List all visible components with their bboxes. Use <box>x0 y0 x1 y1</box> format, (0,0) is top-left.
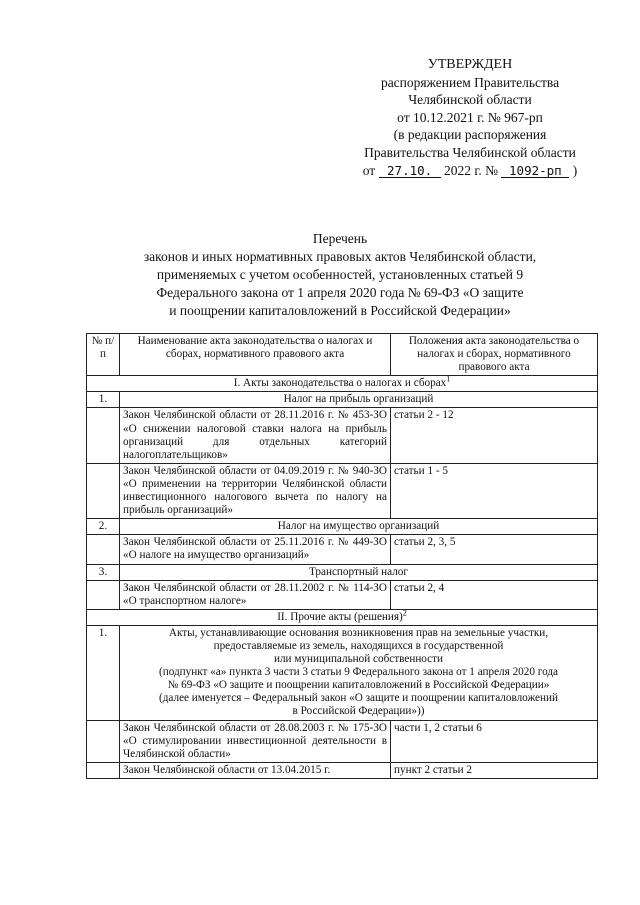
amendment-date: 27.10. <box>379 164 441 178</box>
group-title <box>120 625 598 720</box>
act-name: Закон Челябинской области от 04.09.2019 г. № 940-ЗО «О применении на территории Челябинской области инвестиционного налогового вычета по налогу на прибыль организаций» <box>120 463 391 518</box>
approval-line: Челябинской области <box>408 92 532 108</box>
approval-line: Правительства Челябинской области <box>364 144 576 160</box>
footnote-marker: 2 <box>402 608 407 618</box>
group-title-line: № 69-ФЗ «О защите и поощрении капиталовложений в Российской Федерации» <box>167 679 550 692</box>
table-row <box>87 535 598 564</box>
document-title <box>90 230 590 320</box>
group-title-line: (далее именуется – Федеральный закон «О защите и поощрении капиталовложений <box>159 692 558 705</box>
group-number: 3. <box>87 564 120 580</box>
closing-parenthesis: ) <box>572 162 578 178</box>
amendment-number: 1092-рп <box>501 164 569 178</box>
approval-heading: УТВЕРЖДЕН <box>427 57 513 72</box>
group-number: 1. <box>87 392 120 408</box>
section-title: I. Акты законодательства о налогах и сборах <box>233 377 447 390</box>
group-row <box>87 625 598 720</box>
act-provisions: статьи 2, 3, 5 <box>391 535 598 564</box>
title-line: и поощрении капиталовложений в Российской Федерации» <box>169 303 511 318</box>
group-number: 1. <box>87 625 120 720</box>
approval-amendment-line <box>340 162 600 180</box>
group-title-line: Акты, устанавливающие основания возникновения прав на земельные участки, <box>168 626 549 639</box>
group-title-line: (подпункт «а» пункта 3 части 3 статьи 9 Федерального закона от 1 апреля 2020 года <box>158 666 558 679</box>
section-title: II. Прочие акты (решения) <box>277 610 403 623</box>
group-title: Транспортный налог <box>120 564 598 580</box>
group-title-line: в Российской Федерации»)) <box>292 705 425 718</box>
act-provisions: части 1, 2 статьи 6 <box>391 720 598 762</box>
approval-line: от 10.12.2021 г. № 967-рп <box>397 109 543 125</box>
approval-line: (в редакции распоряжения <box>393 127 547 143</box>
section-row <box>87 609 598 625</box>
group-number: 2. <box>87 519 120 535</box>
act-name: Закон Челябинской области от 25.11.2016 г. № 449-ЗО «О налоге на имущество организаций» <box>120 535 391 564</box>
header-provisions: Положения акта законодательства о налогах и сборах, нормативного правового акта <box>391 334 598 376</box>
approval-from-label: от <box>362 162 376 178</box>
act-name: Закон Челябинской области от 28.11.2002 г. № 114-ЗО «О транспортном налоге» <box>120 580 391 609</box>
table-row <box>87 580 598 609</box>
group-title-line: предоставляемые из земель, находящихся в государственной <box>213 639 504 652</box>
group-row <box>87 392 598 408</box>
acts-table <box>86 333 598 779</box>
approval-block <box>340 56 600 179</box>
group-title-line: или муниципальной собственности <box>273 653 444 666</box>
act-provisions: статьи 1 - 5 <box>391 463 598 518</box>
table-row <box>87 720 598 762</box>
amendment-year-label: 2022 г. № <box>443 162 498 178</box>
act-name: Закон Челябинской области от 13.04.2015 г. <box>120 762 391 778</box>
section-row <box>87 376 598 392</box>
act-name: Закон Челябинской области от 28.11.2016 г. № 453-ЗО «О снижении налоговой ставки налога на прибыль организаций для отдельных категорий налогоплательщиков» <box>120 408 391 463</box>
table-row <box>87 463 598 518</box>
act-provisions: статьи 2, 4 <box>391 580 598 609</box>
title-line: Федерального закона от 1 апреля 2020 года № 69-ФЗ «О защите <box>156 285 524 300</box>
header-number: № п/п <box>87 334 120 376</box>
group-row <box>87 519 598 535</box>
title-line: применяемых с учетом особенностей, установленных статьей 9 <box>156 267 524 282</box>
act-provisions: статьи 2 - 12 <box>391 408 598 463</box>
approval-line: распоряжением Правительства <box>380 74 560 90</box>
footnote-marker: 1 <box>446 374 451 384</box>
table-row <box>87 408 598 463</box>
act-provisions: пункт 2 статьи 2 <box>391 762 598 778</box>
title-heading: Перечень <box>312 231 368 246</box>
group-row <box>87 564 598 580</box>
group-title: Налог на прибыль организаций <box>120 392 598 408</box>
table-row <box>87 762 598 778</box>
title-line: законов и иных нормативных правовых актов Челябинской области, <box>143 249 537 264</box>
table-header-row <box>87 334 598 376</box>
header-act-name: Наименование акта законодательства о налогах и сборах, нормативного правового акта <box>120 334 391 376</box>
act-name: Закон Челябинской области от 28.08.2003 г. № 175-ЗО «О стимулировании инвестиционной деятельности в Челябинской области» <box>120 720 391 762</box>
group-title: Налог на имущество организаций <box>120 519 598 535</box>
